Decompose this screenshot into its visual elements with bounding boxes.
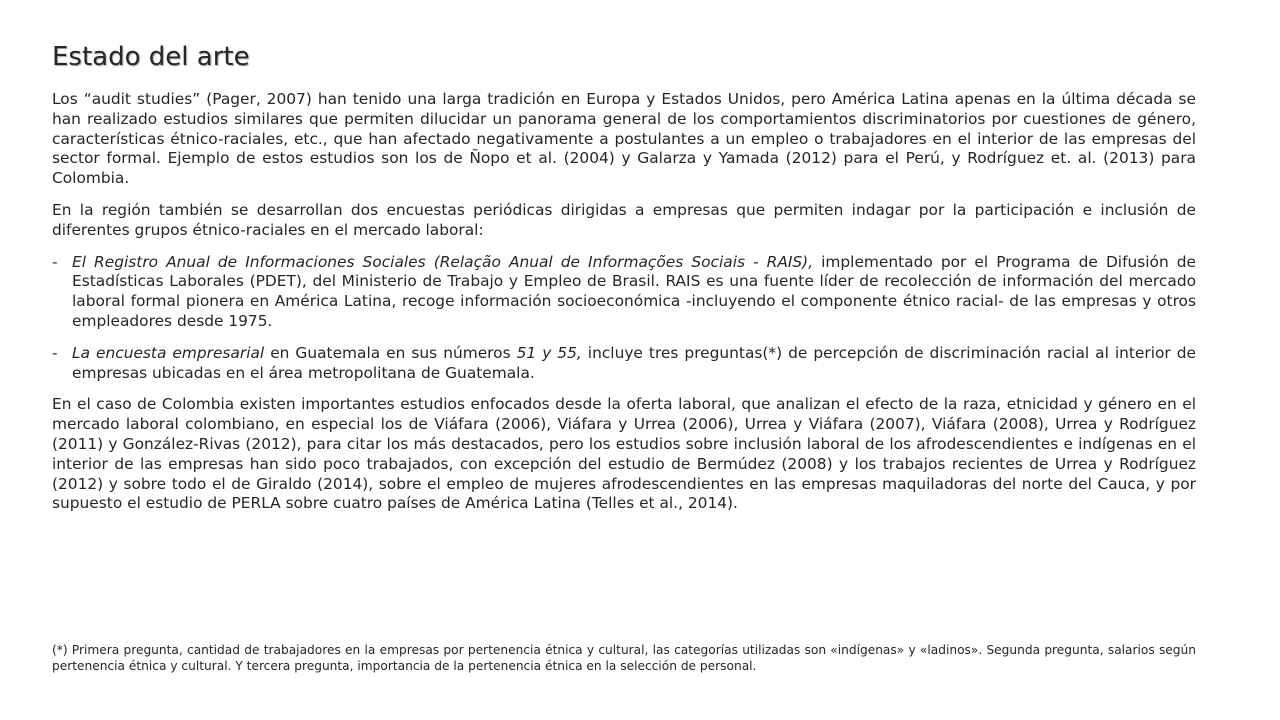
bullet-rais-italic: El Registro Anual de Informaciones Sociales (Relação Anual de Informações Sociais - RAIS), [72, 252, 814, 271]
bullet-guatemala-text-mid: en Guatemala en sus números [264, 343, 517, 362]
slide-body [52, 90, 1196, 526]
paragraph-colombia-studies: En el caso de Colombia existen importantes estudios enfocados desde la oferta laboral, que analizan el efecto de la raza, etnicidad y género en el mercado laboral colombiano, en especial los de Viáfara (2006), Viáfara y Urrea (2006), Urrea y Viáfara (2007), Viáfara (2008), Urrea y Rodríguez (2011) y González-Rivas (2012), para citar los más destacados, pero los estudios sobre inclusión laboral de los afrodescendientes e indígenas en el interior de las empresas han sido poco trabajados, con excepción del estudio de Bermúdez (2008) y los trabajos recientes de Urrea y Rodríguez (2012) y sobre todo el de Giraldo (2014), sobre el empleo de mujeres afrodescendientes en las empresas maquiladoras del norte del Cauca, y por supuesto el estudio de PERLA sobre cuatro países de América Latina (Telles et al., 2014). [52, 395, 1196, 513]
paragraph-audit-studies: Los “audit studies” (Pager, 2007) han tenido una larga tradición en Europa y Estados Unidos, pero América Latina apenas en la última década se han realizado estudios similares que permiten dilucidar un panorama general de los comportamientos discriminatorios por cuestiones de género, características étnico-raciales, etc., que han afectado negativamente a postulantes a un empleo o trabajadores en el interior de las empresas del sector formal. Ejemplo de estos estudios son los de Ñopo et al. (2004) y Galarza y Yamada (2012) para el Perú, y Rodríguez et. al. (2013) para Colombia. [52, 90, 1196, 188]
slide-title: Estado del arte [52, 42, 250, 72]
bullet-guatemala-italic-numbers: 51 y 55, [516, 343, 582, 362]
bullet-dash: - [52, 252, 58, 271]
bullet-rais [52, 253, 1196, 332]
bullet-dash: - [52, 343, 58, 362]
paragraph-regional-surveys: En la región también se desarrollan dos encuestas periódicas dirigidas a empresas que permiten indagar por la participación e inclusión de diferentes grupos étnico-raciales en el mercado laboral: [52, 200, 1196, 239]
footnote: (*) Primera pregunta, cantidad de trabajadores en la empresas por pertenencia étnica y cultural, las categorías utilizadas son «indígenas» y «ladinos». Segunda pregunta, salarios según pertenencia étnica y cultural. Y tercera pregunta, importancia de la pertenencia étnica en la selección de personal. [52, 643, 1196, 674]
bullet-rais-text: implementado por el Programa de Difusión de Estadísticas Laborales (PDET), del Ministerio de Trabajo y Empleo de Brasil. RAIS es una fuente líder de recolección de información del mercado laboral formal pionera en América Latina, recoge información socioeconómica -incluyendo el componente étnico racial- de las empresas y otros empleadores desde 1975. [72, 252, 1196, 330]
bullet-guatemala-italic-title: La encuesta empresarial [72, 343, 265, 362]
bullet-guatemala-survey [52, 344, 1196, 384]
bullet-guatemala-text: incluye tres preguntas(*) de percepción de discriminación racial al interior de empresas ubicadas en el área metropolitana de Guatemala. [72, 343, 1196, 382]
